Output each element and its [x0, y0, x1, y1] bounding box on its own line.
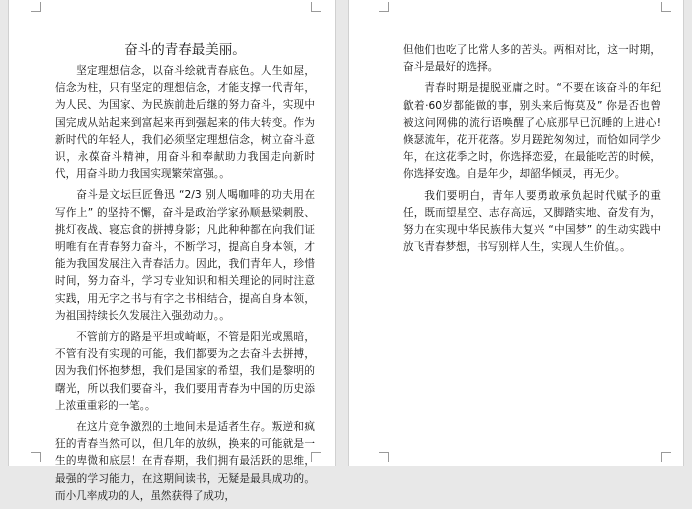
- crop-mark-bottom-right: [661, 452, 671, 462]
- crop-mark-bottom-left: [379, 452, 389, 462]
- paragraph: 奋斗是文坛巨匠鲁迅 “2/3 别人喝咖啡的功夫用在写作上” 的坚持不懈，奋斗是政治学家孙顺悬梁刺股、挑灯夜战、寝忘食的拼搏身影；凡此种种都在向我们证明唯有在青春努力奋斗，不断学习，提高自身本领，才能为我国发展注入青春活力。因此，我们青年人，珍惜时间，努力奋斗，学习专业知识和相关理论的同时注意实践，用无字之书与有字之书相结合，提高自身本领，为祖国持续长久发展注入强劲动力。。: [55, 189, 315, 322]
- crop-mark-top-left: [31, 2, 41, 12]
- paragraph: 坚定理想信念，以奋斗绘就青春底色。人生如屋，信念为柱，只有坚定的理想信念，才能支撑一代青年，为人民、为国家、为民族前赴后继的努力奋斗，实现中国完成从站起来到富起来再到强起来的伟大转变。作为新时代的年轻人，我们必须坚定理想信念，树立奋斗意识，永葆奋斗精神，用奋斗和奉献助力我国走向新时代，用奋斗助力我国实现繁荣富强。。: [55, 65, 315, 181]
- document-page-right[interactable]: [348, 0, 684, 466]
- crop-mark-top-left: [379, 2, 389, 12]
- crop-mark-top-right: [661, 2, 671, 12]
- paragraph: 青春时期是提脱亚庸之时。“不要在该奋斗的年纪歙着·60岁都能做的事，别头来后悔莫及” 你是否也曾被这问网佛的流行语唤醒了心底那早已沉睡的上进心!倏瑟流年，花开花落。岁月蹉跎匆匆过，而恰如同学少年，在这花季之时，你选择恋爱，在最能吃苦的时候，你选择安逸。自是年少，却韶华倾灵，再无少。: [403, 82, 661, 181]
- crop-mark-bottom-left: [31, 452, 41, 462]
- paragraph: 在这片竞争激烈的土地间未是适者生存。叛逆和疯狂的青春当然可以，但几年的放纵，换来的可能就是一生的卑微和底层！在青春期，我们拥有最活跃的思维，最强的学习能力，在这期间读书，无疑是最具成功的。而小几率成功的人，虽然获得了成功，: [55, 421, 315, 502]
- paragraph: 不管前方的路是平坦或崎岖，不管是阳光或黑暗，不管有没有实现的可能，我们都要为之去奋斗去拼搏，因为我们怀抱梦想，我们是国家的希望，我们是黎明的曙光，所以我们要奋斗，我们要用青春为中国的历史添上浓重重彩的一笔。。: [55, 331, 315, 412]
- document-page-left[interactable]: [8, 0, 336, 502]
- document-title: 奋斗的青春最美丽。: [124, 42, 246, 58]
- page-content-left[interactable]: [55, 40, 315, 509]
- paragraph: 我们要明白，青年人要勇敢承负起时代赋予的重任，既而望星空、志存高远，又脚踏实地、奋发有为，努力在实现中华民族伟大复兴 “中国梦” 的生动实践中放飞青春梦想，书写别样人生，实现人生价值。。: [403, 189, 661, 254]
- paragraph: 但他们也吃了比常人多的苦头。两相对比，这一时期，奋斗是最好的选择。: [403, 44, 661, 74]
- crop-mark-top-right: [311, 2, 321, 12]
- page-content-right[interactable]: [403, 42, 661, 260]
